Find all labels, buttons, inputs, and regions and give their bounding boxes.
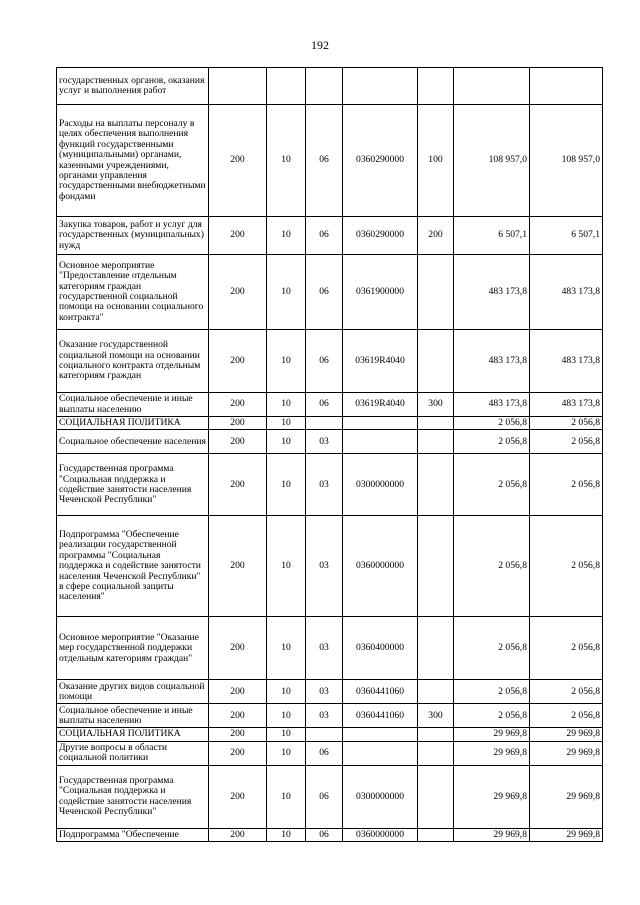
cell-expense-type: 300 [418, 704, 454, 728]
cell-name: Расходы на выплаты персоналу в целях обеспечения выполнения функций государственными (муниципальными) органами, казенными учреждениями, органами управления государственными внебюджетными фондами [57, 105, 209, 217]
cell-amount-1: 2 056,8 [454, 430, 530, 454]
cell-subsection [306, 728, 343, 741]
cell-amount-1: 29 969,8 [454, 765, 530, 828]
cell-expense-type [418, 680, 454, 704]
table-row [57, 417, 603, 430]
cell-subsection: 06 [306, 393, 343, 417]
cell-subsection: 03 [306, 430, 343, 454]
page-number: 192 [311, 38, 329, 52]
cell-amount-2: 29 969,8 [530, 828, 603, 841]
cell-amount-1: 2 056,8 [454, 516, 530, 617]
cell-name: Социальное обеспечение населения [57, 430, 209, 454]
table-row [57, 330, 603, 393]
cell-name: Оказание государственной социальной помощи на основании социального контракта отдельным категориям граждан [57, 330, 209, 393]
cell-target-article: 0360400000 [343, 617, 418, 680]
cell-glava: 200 [209, 765, 267, 828]
cell-name: Государственная программа "Социальная поддержка и содействие занятости населения Чеченской Республики" [57, 454, 209, 516]
cell-target-article: 0360441060 [343, 704, 418, 728]
cell-expense-type [418, 255, 454, 330]
cell-glava: 200 [209, 516, 267, 617]
cell-name: государственных органов, оказания услуг и выполнения работ [57, 68, 209, 105]
cell-target-article: 0300000000 [343, 765, 418, 828]
cell-name: Оказание других видов социальной помощи [57, 680, 209, 704]
cell-expense-type [418, 330, 454, 393]
cell-glava: 200 [209, 617, 267, 680]
cell-subsection [306, 417, 343, 430]
cell-glava: 200 [209, 680, 267, 704]
cell-expense-type [418, 617, 454, 680]
cell-glava: 200 [209, 393, 267, 417]
cell-section: 10 [267, 617, 306, 680]
cell-expense-type: 300 [418, 393, 454, 417]
cell-section [267, 68, 306, 105]
cell-target-article [343, 417, 418, 430]
cell-section: 10 [267, 105, 306, 217]
cell-target-article: 0360290000 [343, 105, 418, 217]
cell-expense-type [418, 430, 454, 454]
cell-target-article: 0360000000 [343, 828, 418, 841]
cell-amount-1: 483 173,8 [454, 330, 530, 393]
table-row [57, 454, 603, 516]
cell-target-article [343, 430, 418, 454]
cell-name: СОЦИАЛЬНАЯ ПОЛИТИКА [57, 728, 209, 741]
cell-section: 10 [267, 417, 306, 430]
cell-section: 10 [267, 828, 306, 841]
cell-target-article: 0360290000 [343, 217, 418, 255]
cell-amount-1: 29 969,8 [454, 828, 530, 841]
cell-amount-1 [454, 68, 530, 105]
cell-amount-1: 2 056,8 [454, 417, 530, 430]
table-row [57, 617, 603, 680]
cell-amount-2: 2 056,8 [530, 417, 603, 430]
table-row [57, 217, 603, 255]
cell-amount-2: 2 056,8 [530, 516, 603, 617]
cell-amount-2: 2 056,8 [530, 680, 603, 704]
cell-amount-1: 6 507,1 [454, 217, 530, 255]
cell-subsection: 03 [306, 680, 343, 704]
cell-expense-type [418, 454, 454, 516]
cell-expense-type [418, 516, 454, 617]
cell-expense-type [418, 68, 454, 105]
cell-glava: 200 [209, 255, 267, 330]
cell-name: Закупка товаров, работ и услуг для государственных (муниципальных) нужд [57, 217, 209, 255]
cell-amount-1: 108 957,0 [454, 105, 530, 217]
cell-name: Другие вопросы в области социальной политики [57, 741, 209, 765]
cell-glava: 200 [209, 330, 267, 393]
cell-amount-2: 6 507,1 [530, 217, 603, 255]
cell-section: 10 [267, 330, 306, 393]
cell-glava: 200 [209, 704, 267, 728]
cell-subsection: 06 [306, 255, 343, 330]
table-row [57, 393, 603, 417]
cell-amount-1: 483 173,8 [454, 255, 530, 330]
cell-glava: 200 [209, 105, 267, 217]
cell-target-article: 03619R4040 [343, 393, 418, 417]
table-row [57, 680, 603, 704]
cell-section: 10 [267, 255, 306, 330]
cell-name: Государственная программа "Социальная поддержка и содействие занятости населения Чеченской Республики" [57, 765, 209, 828]
cell-subsection: 03 [306, 617, 343, 680]
cell-amount-2: 108 957,0 [530, 105, 603, 217]
cell-subsection: 06 [306, 741, 343, 765]
table-row [57, 728, 603, 741]
cell-target-article [343, 68, 418, 105]
table-row [57, 741, 603, 765]
cell-target-article: 03619R4040 [343, 330, 418, 393]
cell-amount-1: 2 056,8 [454, 704, 530, 728]
cell-name: СОЦИАЛЬНАЯ ПОЛИТИКА [57, 417, 209, 430]
cell-section: 10 [267, 765, 306, 828]
cell-amount-2 [530, 68, 603, 105]
table-row [57, 765, 603, 828]
cell-amount-1: 2 056,8 [454, 454, 530, 516]
table-row [57, 828, 603, 841]
cell-section: 10 [267, 728, 306, 741]
cell-name: Основное мероприятие "Предоставление отдельным категориям граждан государственной социальной помощи на основании социального контракта" [57, 255, 209, 330]
cell-section: 10 [267, 217, 306, 255]
cell-expense-type [418, 417, 454, 430]
cell-target-article: 0360000000 [343, 516, 418, 617]
cell-glava [209, 68, 267, 105]
cell-name: Подпрограмма "Обеспечение [57, 828, 209, 841]
cell-section: 10 [267, 741, 306, 765]
cell-amount-2: 29 969,8 [530, 741, 603, 765]
cell-name: Социальное обеспечение и иные выплаты населению [57, 704, 209, 728]
cell-subsection [306, 68, 343, 105]
cell-subsection: 03 [306, 516, 343, 617]
cell-expense-type [418, 741, 454, 765]
table-row [57, 516, 603, 617]
cell-expense-type: 200 [418, 217, 454, 255]
cell-subsection: 03 [306, 454, 343, 516]
cell-name: Социальное обеспечение и иные выплаты населению [57, 393, 209, 417]
cell-subsection: 06 [306, 765, 343, 828]
cell-name: Основное мероприятие "Оказание мер государственной поддержки отдельным категориям граждан" [57, 617, 209, 680]
cell-glava: 200 [209, 454, 267, 516]
cell-section: 10 [267, 430, 306, 454]
cell-amount-1: 2 056,8 [454, 617, 530, 680]
cell-amount-2: 29 969,8 [530, 765, 603, 828]
table-row [57, 105, 603, 217]
cell-target-article: 0361900000 [343, 255, 418, 330]
cell-expense-type: 100 [418, 105, 454, 217]
cell-name: Подпрограмма "Обеспечение реализации государственной программы "Социальная поддержка и содействие занятости населения Чеченской Республики" в сфере социальной защиты населения" [57, 516, 209, 617]
cell-amount-2: 2 056,8 [530, 617, 603, 680]
table-row [57, 255, 603, 330]
cell-amount-1: 29 969,8 [454, 741, 530, 765]
budget-table [56, 67, 603, 842]
cell-target-article [343, 728, 418, 741]
table-body [57, 68, 603, 842]
cell-amount-1: 2 056,8 [454, 680, 530, 704]
cell-section: 10 [267, 454, 306, 516]
cell-subsection: 06 [306, 217, 343, 255]
cell-amount-2: 2 056,8 [530, 454, 603, 516]
cell-section: 10 [267, 516, 306, 617]
cell-glava: 200 [209, 828, 267, 841]
cell-amount-2: 2 056,8 [530, 704, 603, 728]
cell-target-article: 0300000000 [343, 454, 418, 516]
cell-expense-type [418, 828, 454, 841]
cell-target-article [343, 741, 418, 765]
cell-amount-1: 483 173,8 [454, 393, 530, 417]
cell-glava: 200 [209, 741, 267, 765]
cell-amount-2: 483 173,8 [530, 393, 603, 417]
cell-expense-type [418, 765, 454, 828]
cell-glava: 200 [209, 417, 267, 430]
table-row [57, 68, 603, 105]
table-row [57, 704, 603, 728]
cell-glava: 200 [209, 430, 267, 454]
cell-glava: 200 [209, 728, 267, 741]
cell-section: 10 [267, 680, 306, 704]
cell-section: 10 [267, 393, 306, 417]
cell-amount-2: 483 173,8 [530, 255, 603, 330]
cell-amount-2: 483 173,8 [530, 330, 603, 393]
cell-subsection: 03 [306, 704, 343, 728]
cell-subsection: 06 [306, 105, 343, 217]
cell-amount-2: 2 056,8 [530, 430, 603, 454]
cell-subsection: 06 [306, 330, 343, 393]
cell-subsection: 06 [306, 828, 343, 841]
cell-glava: 200 [209, 217, 267, 255]
cell-amount-2: 29 969,8 [530, 728, 603, 741]
cell-section: 10 [267, 704, 306, 728]
cell-expense-type [418, 728, 454, 741]
cell-amount-1: 29 969,8 [454, 728, 530, 741]
cell-target-article: 0360441060 [343, 680, 418, 704]
table-row [57, 430, 603, 454]
